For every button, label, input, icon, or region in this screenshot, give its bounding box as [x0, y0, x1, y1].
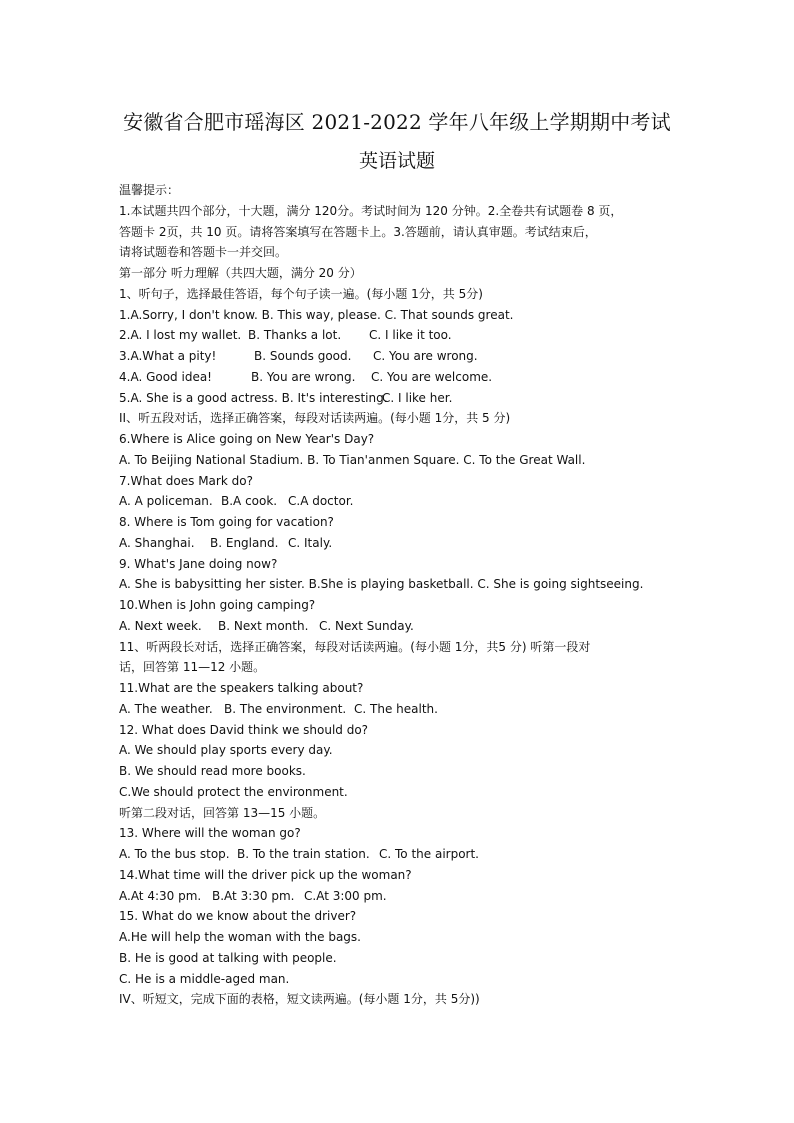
option-ab: 5.A. She is a good actress. B. It's interesting.	[119, 390, 388, 405]
tips-line: 1.本试题共四个部分，十大题，满分 120分。考试时间为 120 分钟。2.全卷共有试题卷 8 页，	[119, 203, 623, 218]
question-line: 12. What does David think we should do?	[119, 722, 369, 737]
option-c: C. The health.	[354, 701, 438, 716]
question-line: 7.What does Mark do?	[119, 473, 253, 488]
question-line	[119, 388, 685, 409]
options-line	[119, 616, 685, 637]
question-line: 10.When is John going camping?	[119, 598, 316, 612]
option-a: A.At 4:30 pm.	[119, 888, 202, 903]
question-line: 6.Where is Alice going on New Year's Day?	[119, 432, 375, 446]
section-heading: 1、听句子，选择最佳答语，每个句子读一遍。(每小题 1分，共 5分)	[119, 286, 483, 301]
options-line	[119, 844, 685, 865]
option-a: A. We should play sports every day.	[119, 743, 333, 758]
section-heading: IV、听短文，完成下面的表格，短文读两遍。(每小题 1分，共 5分))	[119, 992, 480, 1007]
options-line	[119, 533, 685, 554]
option-a: A.He will help the woman with the bags.	[119, 930, 361, 944]
option-b: B. You are wrong.	[251, 369, 356, 384]
option-a: A. Next week.	[119, 618, 202, 633]
dialog-instruction: 听第二段对话，回答第 13—15 小题。	[119, 805, 326, 820]
option-b: B. England.	[210, 535, 279, 550]
option-c: C.At 3:00 pm.	[304, 888, 387, 903]
option-b: B. We should read more books.	[119, 764, 306, 778]
option-b: B. Sounds good.	[254, 349, 352, 363]
option-b: B. The environment.	[224, 701, 347, 716]
option-a: A. To the bus stop.	[119, 847, 230, 861]
section-heading: II、听五段对话，选择正确答案，每段对话读两遍。(每小题 1分，共 5 分)	[119, 411, 511, 426]
option-c: C. I like it too.	[369, 328, 452, 343]
option-c: C.A doctor.	[288, 494, 354, 509]
option-a: 4.A. Good idea!	[119, 369, 212, 384]
options-line: A. She is babysitting her sister. B.She is playing basketball. C. She is going sightseeing.	[119, 577, 644, 592]
question-line	[119, 346, 685, 367]
question-line: 1.A.Sorry, I don't know. B. This way, please. C. That sounds great.	[119, 307, 514, 322]
section-heading: 话，回答第 11—12 小题。	[119, 660, 266, 675]
option-b: B.A cook.	[221, 494, 278, 509]
options-line	[119, 491, 685, 512]
option-c: C. You are wrong.	[373, 349, 478, 363]
option-b: B. To the train station.	[237, 847, 370, 861]
tips-line: 答题卡 2页，共 10 页。请将答案填写在答题卡上。3.答题前，请认真审题。考试结束后，	[119, 224, 597, 239]
option-c: C. I like her.	[382, 390, 453, 405]
exam-content	[119, 180, 685, 1010]
option-a: 3.A.What a pity!	[119, 349, 217, 363]
option-c: C. He is a middle-aged man.	[119, 971, 290, 986]
options-line	[119, 886, 685, 907]
tips-heading: 温馨提示：	[119, 183, 180, 197]
question-line: 8. Where is Tom going for vacation?	[119, 515, 334, 529]
option-a: 2.A. I lost my wallet.	[119, 328, 242, 343]
option-b: B.At 3:30 pm.	[212, 888, 295, 903]
question-line: 15. What do we know about the driver?	[119, 909, 357, 924]
question-line: 11.What are the speakers talking about?	[119, 681, 364, 695]
option-c: C.We should protect the environment.	[119, 784, 348, 799]
option-c: C. Next Sunday.	[319, 618, 414, 633]
option-b: B. Next month.	[218, 618, 309, 633]
exam-subtitle: 英语试题	[358, 150, 435, 172]
option-a: A. The weather.	[119, 701, 213, 716]
question-line: 13. Where will the woman go?	[119, 826, 301, 841]
exam-title: 安徽省合肥市瑶海区 2021-2022 学年八年级上学期期中考试	[123, 110, 671, 134]
question-line	[119, 367, 685, 388]
option-b: B. Thanks a lot.	[248, 328, 342, 343]
option-c: C. To the airport.	[379, 847, 479, 861]
section-heading: 11、听两段长对话，选择正确答案，每段对话读两遍。(每小题 1分，共5 分) 听第一段对	[119, 639, 591, 654]
option-a: A. Shanghai.	[119, 535, 195, 550]
question-line: 9. What's Jane doing now?	[119, 556, 278, 571]
option-c: C. Italy.	[288, 535, 333, 550]
options-line: A. To Beijing National Stadium. B. To Tian'anmen Square. C. To the Great Wall.	[119, 452, 586, 467]
tips-line: 请将试题卷和答题卡一并交回。	[119, 245, 288, 260]
question-line	[119, 325, 685, 346]
option-a: A. A policeman.	[119, 494, 213, 509]
question-line: 14.What time will the driver pick up the woman?	[119, 867, 412, 882]
option-b: B. He is good at talking with people.	[119, 950, 337, 965]
part-heading: 第一部分 听力理解（共四大题，满分 20 分）	[119, 266, 362, 280]
option-c: C. You are welcome.	[371, 369, 493, 384]
options-line	[119, 699, 685, 720]
